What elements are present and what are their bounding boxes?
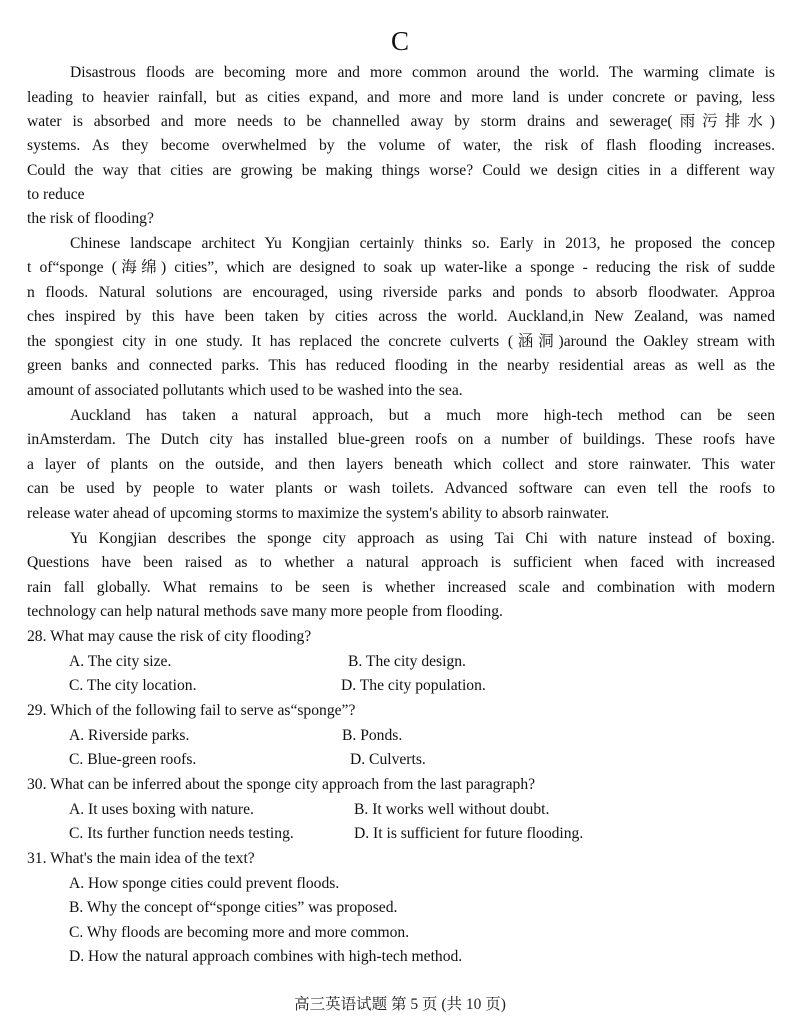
section-heading: C xyxy=(390,26,409,56)
passage-line: technology can help natural methods save many more people from flooding. xyxy=(27,603,503,620)
option-d: D. Culverts. xyxy=(350,751,426,768)
option-c: C. Blue-green roofs. xyxy=(69,751,197,768)
passage-line: leading to heavier rainfall, but as cities expand, and more and more land is under concrete or paving, less xyxy=(27,89,775,106)
passage-line: the risk of flooding? xyxy=(27,210,154,227)
question-stem: 31. What's the main idea of the text? xyxy=(27,850,255,867)
option-b: B. It works well without doubt. xyxy=(354,801,550,818)
question-stem: 30. What can be inferred about the sponge city approach from the last paragraph? xyxy=(27,776,536,793)
passage-line: systems. As they become overwhelmed by the volume of water, the risk of flash flooding increases. xyxy=(27,137,775,154)
option-a: A. Riverside parks. xyxy=(69,727,190,744)
option-b: B. Ponds. xyxy=(342,727,403,744)
passage-line: to reduce xyxy=(27,186,85,203)
option-b: B. Why the concept of“sponge cities” was proposed. xyxy=(69,899,398,916)
passage-line: amount of associated pollutants which used to be washed into the sea. xyxy=(27,382,463,399)
passage-line: release water ahead of upcoming storms to maximize the system's ability to absorb rainwater. xyxy=(27,505,610,522)
passage-line: Questions have been raised as to whether a natural approach is sufficient when faced with increased xyxy=(27,554,775,571)
passage-line: n floods. Natural solutions are encouraged, using riverside parks and ponds to absorb floodwater. Approa xyxy=(27,284,775,301)
passage-line: t of“sponge (海绵) cities”, which are designed to soak up water-like a sponge - reducing the risk of sudde xyxy=(27,259,775,276)
passage-line: Yu Kongjian describes the sponge city approach as using Tai Chi with nature instead of boxing. xyxy=(70,530,775,547)
page-footer: 高三英语试题 第 5 页 (共 10 页) xyxy=(294,996,506,1013)
option-a: A. The city size. xyxy=(69,653,172,670)
option-c: C. The city location. xyxy=(69,677,197,694)
passage-line: Chinese landscape architect Yu Kongjian certainly thinks so. Early in 2013, he proposed the concep xyxy=(70,235,775,252)
option-c: C. Why floods are becoming more and more common. xyxy=(69,924,410,941)
passage-line: the spongiest city in one study. It has replaced the concrete culverts (涵洞)around the Oakley stream with xyxy=(27,333,775,350)
passage-line: Disastrous floods are becoming more and more common around the world. The warming climate is xyxy=(70,64,775,81)
passage-line: a layer of plants on the outside, and then layers beneath which collect and store rainwater. This water xyxy=(27,456,775,473)
option-d: D. The city population. xyxy=(341,677,486,694)
question-stem: 28. What may cause the risk of city flooding? xyxy=(27,628,312,645)
passage-line: Auckland has taken a natural approach, but a much more high-tech method can be seen xyxy=(70,407,775,424)
passage-line: can be used by people to water plants or wash toilets. Advanced software can even tell the roofs to xyxy=(27,480,775,497)
passage-line: rain fall globally. What remains to be seen is whether increased scale and combination with modern xyxy=(27,579,775,596)
passage-line: Could the way that cities are growing be making things worse? Could we design cities in a different way xyxy=(27,162,775,179)
option-a: A. How sponge cities could prevent floods. xyxy=(69,875,340,892)
passage-line: water is absorbed and more needs to be channelled away by storm drains and sewerage(雨污排水) xyxy=(27,113,775,130)
passage-line: green banks and connected parks. This has reduced flooding in the nearby residential areas as well as the xyxy=(27,357,775,374)
passage-line: inAmsterdam. The Dutch city has installed blue-green roofs on a number of buildings. These roofs have xyxy=(27,431,775,448)
option-d: D. It is sufficient for future flooding. xyxy=(354,825,584,842)
option-c: C. Its further function needs testing. xyxy=(69,825,294,842)
option-b: B. The city design. xyxy=(348,653,466,670)
passage-line: ches inspired by this have been taken by cities across the world. Auckland,in New Zealand, was named xyxy=(27,308,775,325)
question-stem: 29. Which of the following fail to serve as“sponge”? xyxy=(27,702,356,719)
option-a: A. It uses boxing with nature. xyxy=(69,801,254,818)
option-d: D. How the natural approach combines with high-tech method. xyxy=(69,948,463,965)
